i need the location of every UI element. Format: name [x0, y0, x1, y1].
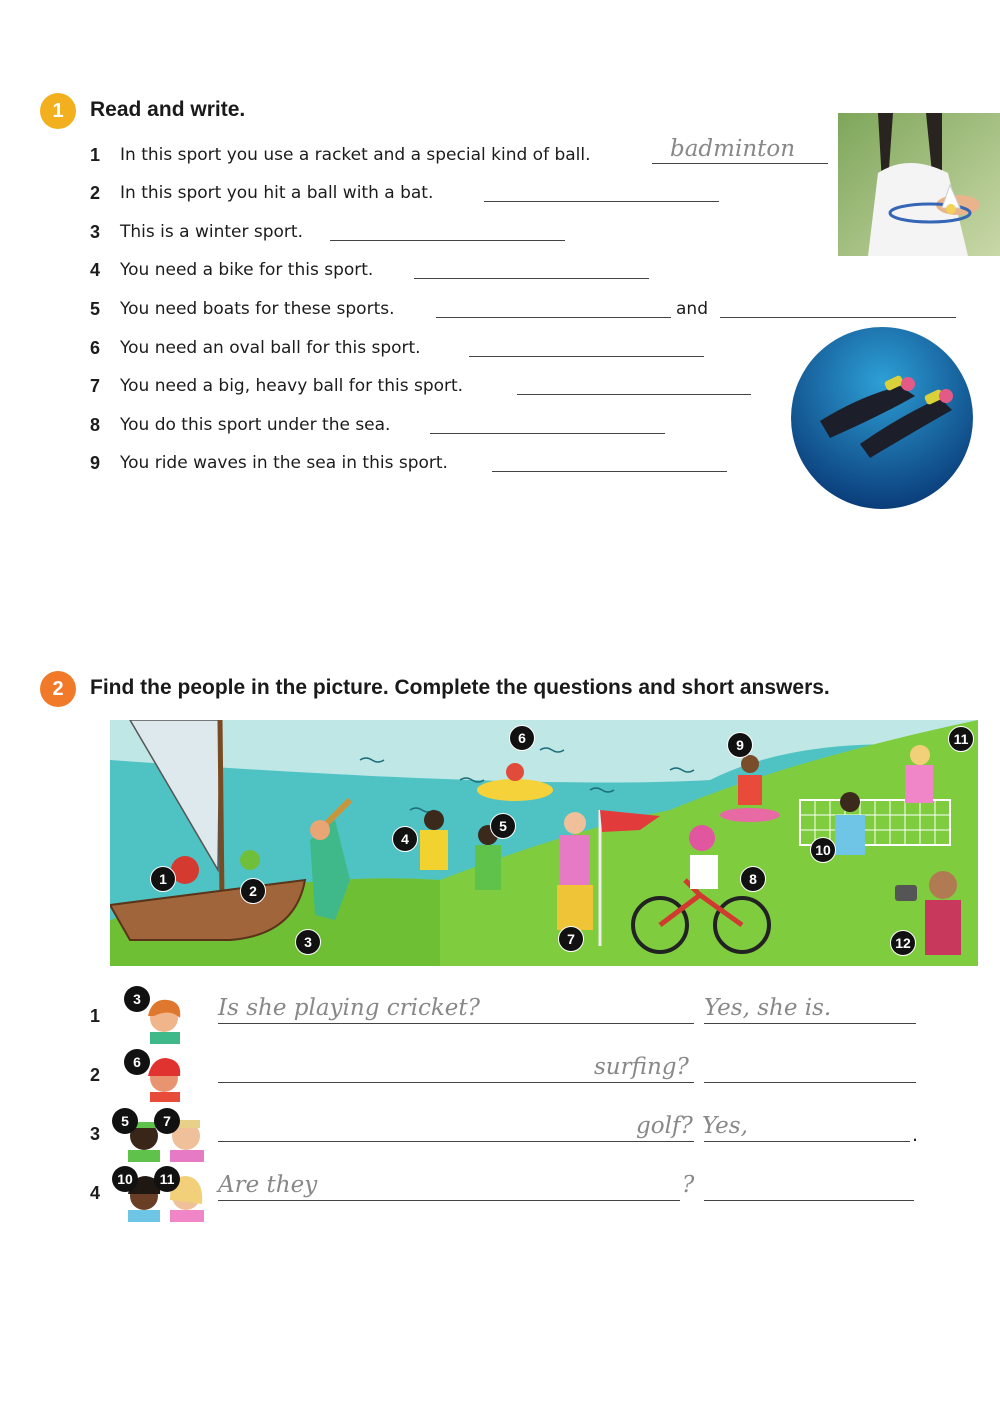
scene-label: 9 [727, 732, 753, 758]
question-text: You ride waves in the sea in this sport. [120, 453, 448, 473]
exercise-2-title: Find the people in the picture. Complete the questions and short answers. [90, 676, 830, 699]
question-text: You do this sport under the sea. [120, 415, 391, 435]
row-number: 3 [90, 1124, 101, 1144]
scene-label: 1 [150, 866, 176, 892]
scene-label: 7 [558, 926, 584, 952]
scene-label: 11 [948, 726, 974, 752]
face-label: 3 [124, 986, 150, 1012]
exercise-1-title: Read and write. [90, 98, 246, 121]
answer-line [704, 1023, 916, 1024]
question-number: 2 [90, 183, 101, 203]
question-text: You need an oval ball for this sport. [120, 338, 421, 358]
answer-field-5b[interactable] [720, 317, 956, 318]
question-text: You need a big, heavy ball for this sport. [120, 376, 464, 396]
row-number: 4 [90, 1183, 101, 1203]
badminton-photo [838, 113, 1000, 256]
face-label: 6 [124, 1049, 150, 1075]
question-number: 4 [90, 260, 101, 280]
question-number: 5 [90, 299, 101, 319]
answer-field-5a[interactable] [436, 317, 671, 318]
answer-field-2[interactable] [704, 1082, 916, 1083]
question-word: golf? [636, 1113, 693, 1139]
diving-photo [790, 326, 974, 510]
question-text: In this sport you hit a ball with a bat. [120, 183, 434, 203]
question-number: 9 [90, 453, 101, 473]
answer-field-4[interactable] [414, 278, 649, 279]
answer-field-4[interactable] [704, 1200, 914, 1201]
scene-label: 10 [810, 837, 836, 863]
answer-field-3[interactable] [330, 240, 565, 241]
question-number: 8 [90, 415, 101, 435]
question-field-3[interactable] [218, 1141, 694, 1142]
answer-line [652, 163, 828, 164]
scene-label: 6 [509, 725, 535, 751]
scene-label: 3 [295, 929, 321, 955]
answer-field-9[interactable] [492, 471, 727, 472]
face-label: 10 [112, 1166, 138, 1192]
question-text: You need a bike for this sport. [120, 260, 374, 280]
scene-label: 4 [392, 826, 418, 852]
question-text: This is a winter sport. [120, 222, 303, 242]
answer-field-7[interactable] [517, 394, 751, 395]
question-line [218, 1200, 680, 1201]
question-field-2[interactable] [218, 1082, 694, 1083]
answer-field-2[interactable] [484, 201, 719, 202]
row-number: 2 [90, 1065, 101, 1085]
exercise-2-badge: 2 [40, 671, 76, 707]
face-label: 7 [154, 1108, 180, 1134]
question-number: 6 [90, 338, 101, 358]
face-label: 5 [112, 1108, 138, 1134]
answer-field-1[interactable]: Yes, she is. [704, 995, 832, 1021]
question-field-4[interactable]: Are they [218, 1172, 318, 1198]
answer-line [704, 1141, 910, 1142]
answer-period: . [912, 1124, 919, 1146]
question-number: 7 [90, 376, 101, 396]
question-text: In this sport you use a racket and a special kind of ball. [120, 145, 591, 165]
question-word: surfing? [594, 1054, 689, 1080]
answer-field-8[interactable] [430, 433, 665, 434]
answer-field-3[interactable]: Yes, [702, 1113, 748, 1139]
face-label: 11 [154, 1166, 180, 1192]
scene-label: 5 [490, 813, 516, 839]
question-field-1[interactable]: Is she playing cricket? [218, 995, 480, 1021]
scene-label: 12 [890, 930, 916, 956]
question-mark: ? [682, 1172, 695, 1198]
question-line [218, 1023, 694, 1024]
question-number: 3 [90, 222, 101, 242]
sports-scene-illustration [110, 720, 978, 966]
row-number: 1 [90, 1006, 101, 1026]
connector-text: and [676, 299, 708, 319]
question-number: 1 [90, 145, 101, 165]
answer-field-6[interactable] [469, 356, 704, 357]
scene-label: 2 [240, 878, 266, 904]
question-text: You need boats for these sports. [120, 299, 395, 319]
answer-field-1[interactable]: badminton [670, 136, 796, 162]
scene-label: 8 [740, 866, 766, 892]
exercise-1-badge: 1 [40, 93, 76, 129]
